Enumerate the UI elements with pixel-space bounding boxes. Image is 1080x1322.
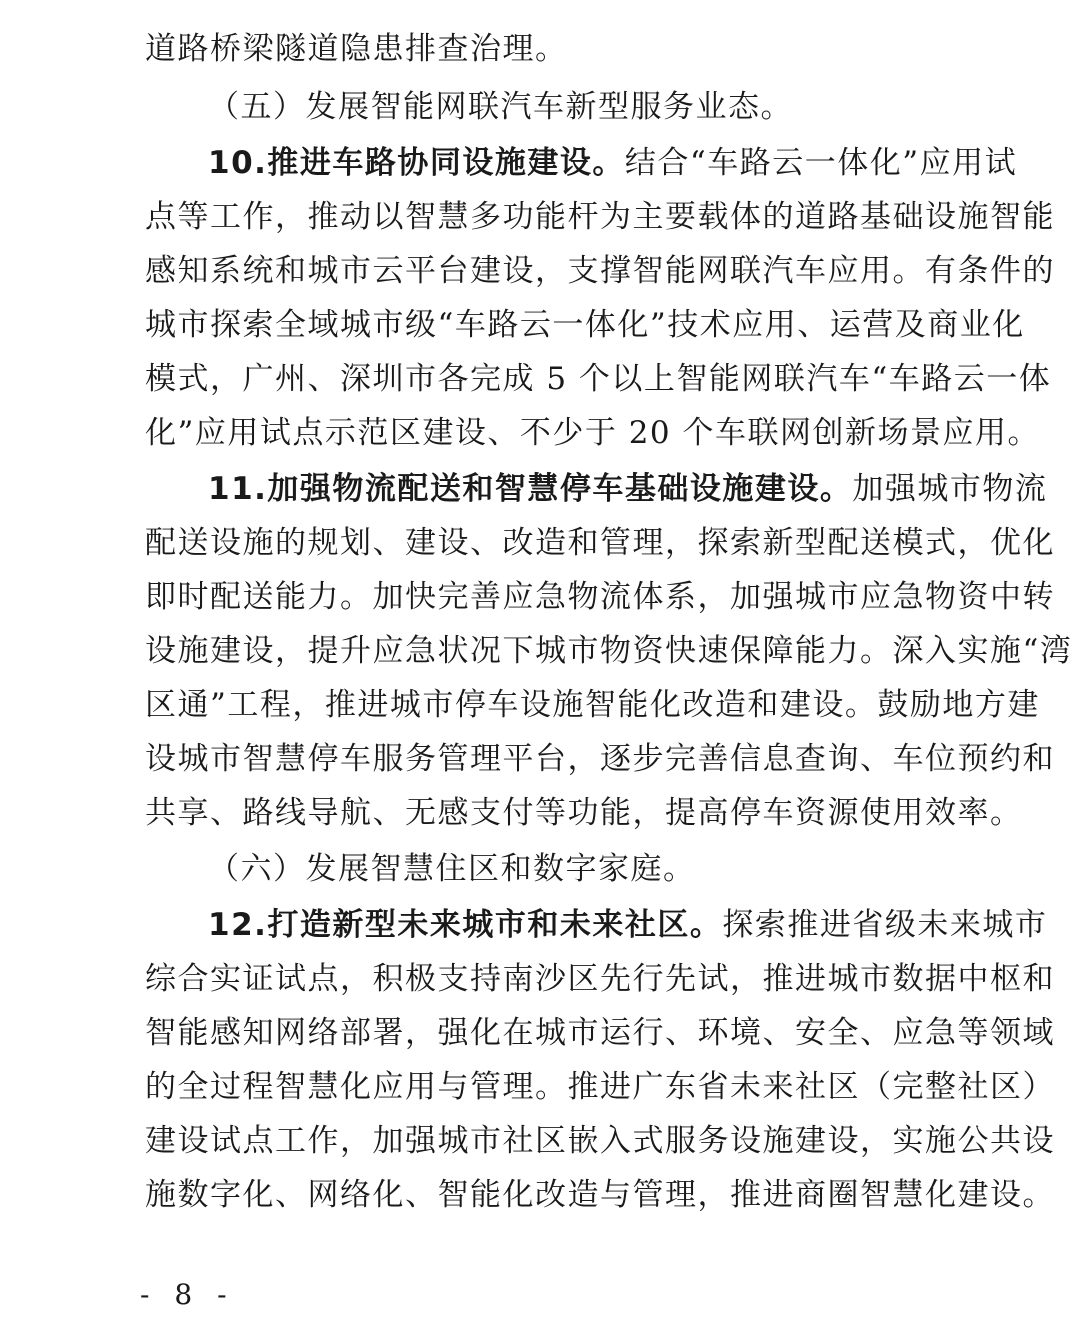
body-text-line: 点等工作，推动以智慧多功能杆为主要载体的道路基础设施智能 bbox=[145, 199, 1055, 235]
body-text-line: 综合实证试点，积极支持南沙区先行先试，推进城市数据中枢和 bbox=[145, 961, 1055, 997]
item-11-text: 加强城市物流 bbox=[852, 471, 1048, 507]
item-11-heading: 11.加强物流配送和智慧停车基础设施建设。 bbox=[208, 471, 853, 507]
body-text-line: 施数字化、网络化、智能化改造与管理，推进商圈智慧化建设。 bbox=[145, 1177, 1055, 1213]
item-12-heading: 12.打造新型未来城市和未来社区。 bbox=[208, 907, 723, 943]
item-10-first-line bbox=[208, 136, 1018, 190]
body-text-line: 化”应用试点示范区建设、不少于 20 个车联网创新场景应用。 bbox=[145, 415, 1040, 451]
section-heading-6: （六）发展智慧住区和数字家庭。 bbox=[208, 851, 696, 887]
body-text-line: 共享、路线导航、无感支付等功能，提高停车资源使用效率。 bbox=[145, 795, 1023, 831]
page-number: - 8 - bbox=[140, 1278, 235, 1311]
body-text-line: 建设试点工作，加强城市社区嵌入式服务设施建设，实施公共设 bbox=[145, 1123, 1055, 1159]
item-11-first-line bbox=[208, 462, 1048, 516]
body-text-line: 城市探索全域城市级“车路云一体化”技术应用、运营及商业化 bbox=[145, 307, 1025, 343]
body-text-line: 感知系统和城市云平台建设，支撑智能网联汽车应用。有条件的 bbox=[145, 253, 1055, 289]
body-text-line: 设施建设，提升应急状况下城市物资快速保障能力。深入实施“湾 bbox=[145, 633, 1073, 669]
body-text-line: 设城市智慧停车服务管理平台，逐步完善信息查询、车位预约和 bbox=[145, 741, 1055, 777]
body-text-line: 区通”工程，推进城市停车设施智能化改造和建设。鼓励地方建 bbox=[145, 687, 1040, 723]
body-text-line: 配送设施的规划、建设、改造和管理，探索新型配送模式，优化 bbox=[145, 525, 1055, 561]
item-12-text: 探索推进省级未来城市 bbox=[722, 907, 1048, 943]
body-text-line: 智能感知网络部署，强化在城市运行、环境、安全、应急等领域 bbox=[145, 1015, 1055, 1051]
body-text-line: 道路桥梁隧道隐患排查治理。 bbox=[145, 31, 568, 67]
body-text-line: 的全过程智慧化应用与管理。推进广东省未来社区（完整社区） bbox=[145, 1069, 1055, 1105]
item-10-text: 结合“车路云一体化”应用试 bbox=[624, 145, 1018, 181]
body-text-line: 模式，广州、深圳市各完成 5 个以上智能网联汽车“车路云一体 bbox=[145, 361, 1052, 397]
section-heading-5: （五）发展智能网联汽车新型服务业态。 bbox=[208, 89, 793, 125]
item-12-first-line bbox=[208, 898, 1048, 952]
item-10-heading: 10.推进车路协同设施建设。 bbox=[208, 145, 625, 181]
body-text-line: 即时配送能力。加快完善应急物流体系，加强城市应急物资中转 bbox=[145, 579, 1055, 615]
